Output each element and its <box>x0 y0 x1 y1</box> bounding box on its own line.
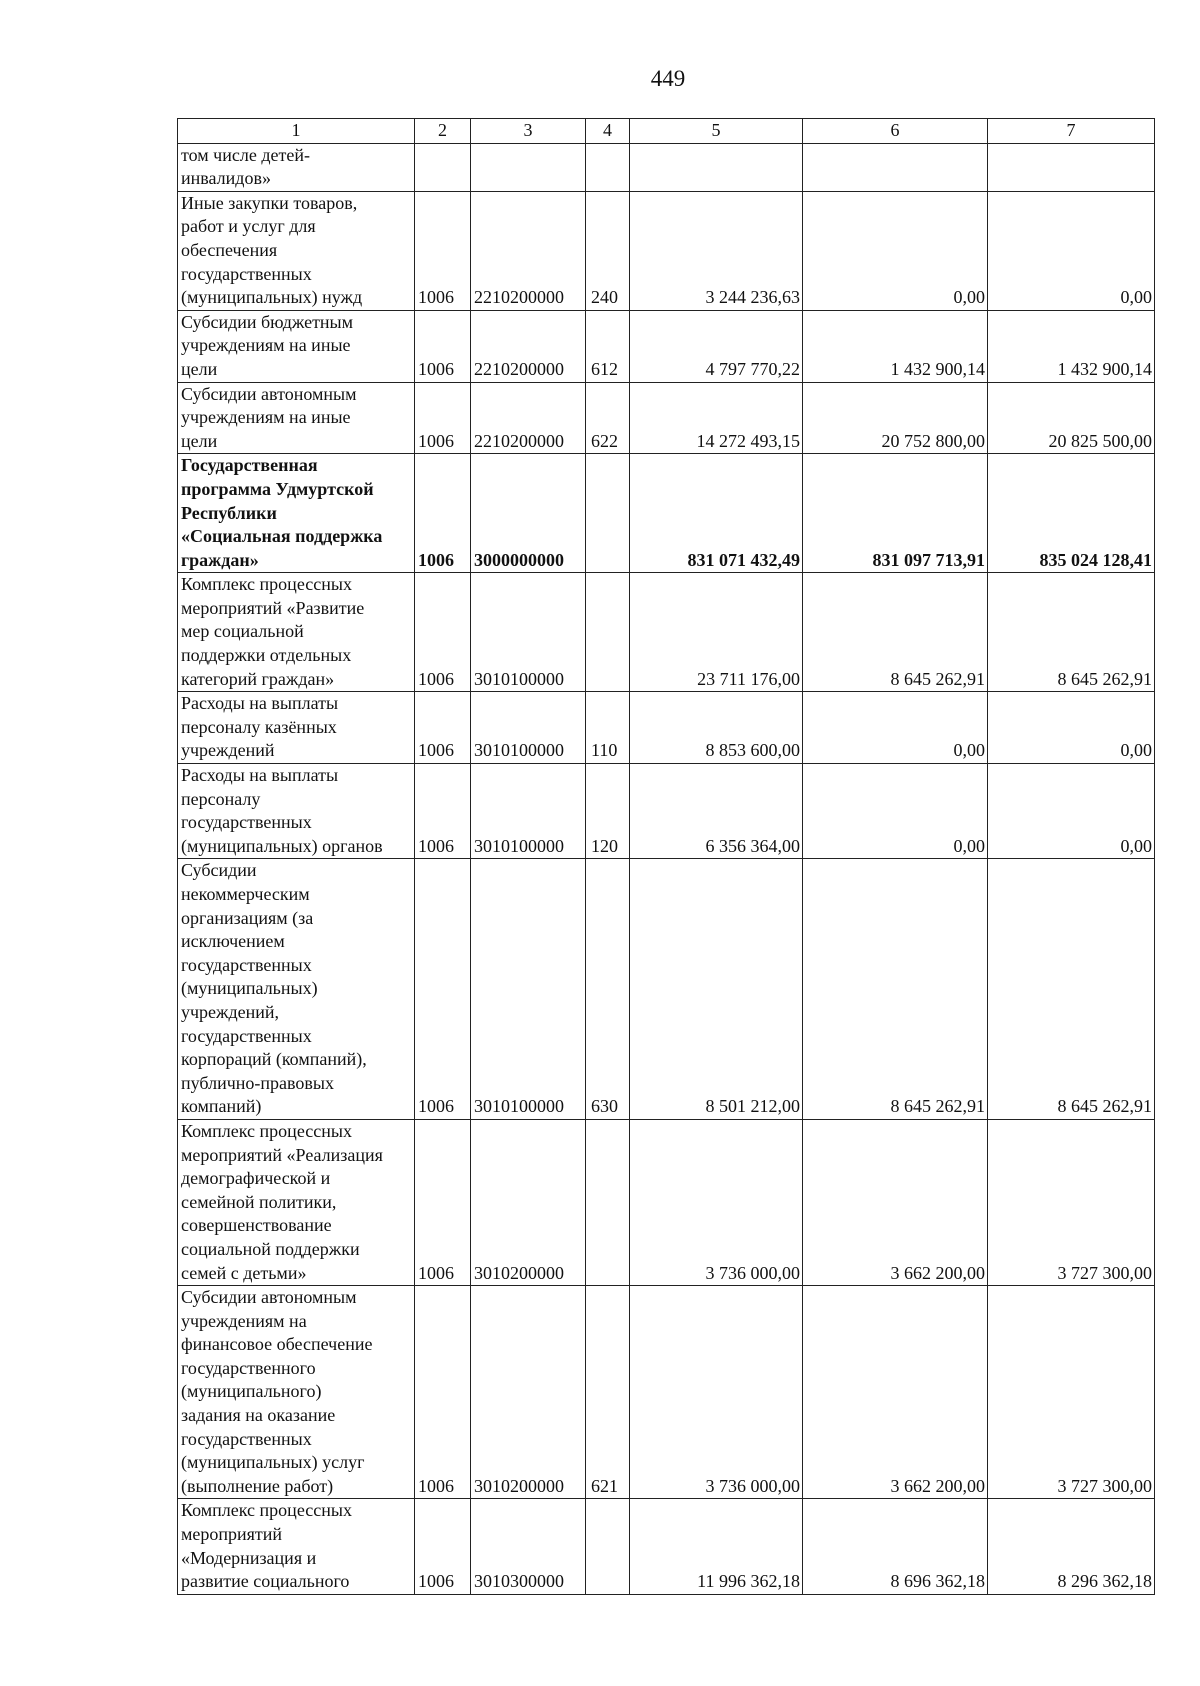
amount-col6-cell: 20 752 800,00 <box>803 382 988 454</box>
table-row <box>178 692 1155 764</box>
section-code-cell: 1006 <box>415 859 471 1120</box>
item-name-cell: Иные закупки товаров, работ и услуг для обеспечения государственных (муниципальных) нужд <box>178 191 415 310</box>
target-code-cell <box>471 143 586 191</box>
expense-kind-cell: 630 <box>586 859 630 1120</box>
column-number: 1 <box>178 119 415 144</box>
amount-col7-cell: 8 296 362,18 <box>988 1499 1155 1594</box>
amount-col5-cell: 3 244 236,63 <box>630 191 803 310</box>
section-code-cell: 1006 <box>415 692 471 764</box>
expense-kind-cell: 621 <box>586 1286 630 1499</box>
table-row <box>178 310 1155 382</box>
amount-col6-cell: 3 662 200,00 <box>803 1286 988 1499</box>
budget-table <box>177 118 1155 1595</box>
table-row <box>178 573 1155 692</box>
target-code-cell: 3010100000 <box>471 764 586 859</box>
item-name-cell: Комплекс процессных мероприятий «Реализация демографической и семейной политики, совершенствование социальной поддержки семей с детьми» <box>178 1119 415 1285</box>
item-name-cell: Субсидии некоммерческим организациям (за исключением государственных (муниципальных) учреждений, государственных корпораций (компаний), публично-правовых компаний) <box>178 859 415 1120</box>
column-number-row <box>178 119 1155 144</box>
amount-col6-cell: 8 645 262,91 <box>803 859 988 1120</box>
amount-col6-cell: 0,00 <box>803 764 988 859</box>
amount-col7-cell: 0,00 <box>988 191 1155 310</box>
amount-col7-cell: 0,00 <box>988 764 1155 859</box>
section-code-cell: 1006 <box>415 573 471 692</box>
amount-col6-cell: 8 645 262,91 <box>803 573 988 692</box>
amount-col5-cell: 3 736 000,00 <box>630 1119 803 1285</box>
amount-col7-cell <box>988 143 1155 191</box>
table-row <box>178 454 1155 573</box>
amount-col5-cell: 4 797 770,22 <box>630 310 803 382</box>
expense-kind-cell: 110 <box>586 692 630 764</box>
table-row <box>178 859 1155 1120</box>
target-code-cell: 3010300000 <box>471 1499 586 1594</box>
section-code-cell: 1006 <box>415 454 471 573</box>
amount-col5-cell: 6 356 364,00 <box>630 764 803 859</box>
column-number: 3 <box>471 119 586 144</box>
target-code-cell: 2210200000 <box>471 310 586 382</box>
item-name-cell: Расходы на выплаты персоналу казённых учреждений <box>178 692 415 764</box>
expense-kind-cell: 622 <box>586 382 630 454</box>
amount-col6-cell: 3 662 200,00 <box>803 1119 988 1285</box>
amount-col7-cell: 1 432 900,14 <box>988 310 1155 382</box>
amount-col5-cell: 14 272 493,15 <box>630 382 803 454</box>
expense-kind-cell <box>586 1119 630 1285</box>
target-code-cell: 3010200000 <box>471 1119 586 1285</box>
target-code-cell: 3010200000 <box>471 1286 586 1499</box>
expense-kind-cell <box>586 573 630 692</box>
amount-col5-cell: 8 853 600,00 <box>630 692 803 764</box>
expense-kind-cell: 612 <box>586 310 630 382</box>
amount-col6-cell <box>803 143 988 191</box>
amount-col6-cell: 0,00 <box>803 191 988 310</box>
item-name-cell: Расходы на выплаты персоналу государственных (муниципальных) органов <box>178 764 415 859</box>
table-row <box>178 1119 1155 1285</box>
table-row <box>178 1286 1155 1499</box>
target-code-cell: 3000000000 <box>471 454 586 573</box>
amount-col6-cell: 831 097 713,91 <box>803 454 988 573</box>
item-name-cell: Субсидии автономным учреждениям на иные цели <box>178 382 415 454</box>
amount-col6-cell: 8 696 362,18 <box>803 1499 988 1594</box>
column-number: 4 <box>586 119 630 144</box>
amount-col5-cell: 11 996 362,18 <box>630 1499 803 1594</box>
amount-col7-cell: 20 825 500,00 <box>988 382 1155 454</box>
expense-kind-cell <box>586 454 630 573</box>
amount-col6-cell: 1 432 900,14 <box>803 310 988 382</box>
expense-kind-cell: 240 <box>586 191 630 310</box>
expense-kind-cell <box>586 143 630 191</box>
target-code-cell: 3010100000 <box>471 573 586 692</box>
table-row <box>178 1499 1155 1594</box>
amount-col7-cell: 8 645 262,91 <box>988 573 1155 692</box>
amount-col7-cell: 8 645 262,91 <box>988 859 1155 1120</box>
target-code-cell: 2210200000 <box>471 382 586 454</box>
section-code-cell <box>415 143 471 191</box>
item-name-cell: том числе детей- инвалидов» <box>178 143 415 191</box>
column-number: 2 <box>415 119 471 144</box>
amount-col5-cell: 831 071 432,49 <box>630 454 803 573</box>
item-name-cell: Субсидии автономным учреждениям на финансовое обеспечение государственного (муниципального) задания на оказание государственных (муниципальных) услуг (выполнение работ) <box>178 1286 415 1499</box>
amount-col5-cell: 3 736 000,00 <box>630 1286 803 1499</box>
target-code-cell: 2210200000 <box>471 191 586 310</box>
table-row <box>178 382 1155 454</box>
section-code-cell: 1006 <box>415 764 471 859</box>
section-code-cell: 1006 <box>415 1499 471 1594</box>
section-code-cell: 1006 <box>415 310 471 382</box>
table-row <box>178 764 1155 859</box>
amount-col7-cell: 0,00 <box>988 692 1155 764</box>
section-code-cell: 1006 <box>415 382 471 454</box>
section-code-cell: 1006 <box>415 191 471 310</box>
amount-col5-cell: 23 711 176,00 <box>630 573 803 692</box>
table-row <box>178 143 1155 191</box>
item-name-cell: Комплекс процессных мероприятий «Развитие мер социальной поддержки отдельных категорий граждан» <box>178 573 415 692</box>
table-row <box>178 191 1155 310</box>
target-code-cell: 3010100000 <box>471 692 586 764</box>
amount-col5-cell <box>630 143 803 191</box>
target-code-cell: 3010100000 <box>471 859 586 1120</box>
section-code-cell: 1006 <box>415 1286 471 1499</box>
page-number: 449 <box>650 66 686 91</box>
item-name-cell: Субсидии бюджетным учреждениям на иные цели <box>178 310 415 382</box>
amount-col5-cell: 8 501 212,00 <box>630 859 803 1120</box>
column-number: 6 <box>803 119 988 144</box>
amount-col7-cell: 3 727 300,00 <box>988 1286 1155 1499</box>
expense-kind-cell: 120 <box>586 764 630 859</box>
section-code-cell: 1006 <box>415 1119 471 1285</box>
expense-kind-cell <box>586 1499 630 1594</box>
item-name-cell: Государственная программа Удмуртской Республики «Социальная поддержка граждан» <box>178 454 415 573</box>
amount-col7-cell: 3 727 300,00 <box>988 1119 1155 1285</box>
amount-col6-cell: 0,00 <box>803 692 988 764</box>
column-number: 5 <box>630 119 803 144</box>
column-number: 7 <box>988 119 1155 144</box>
item-name-cell: Комплекс процессных мероприятий «Модернизация и развитие социального <box>178 1499 415 1594</box>
amount-col7-cell: 835 024 128,41 <box>988 454 1155 573</box>
